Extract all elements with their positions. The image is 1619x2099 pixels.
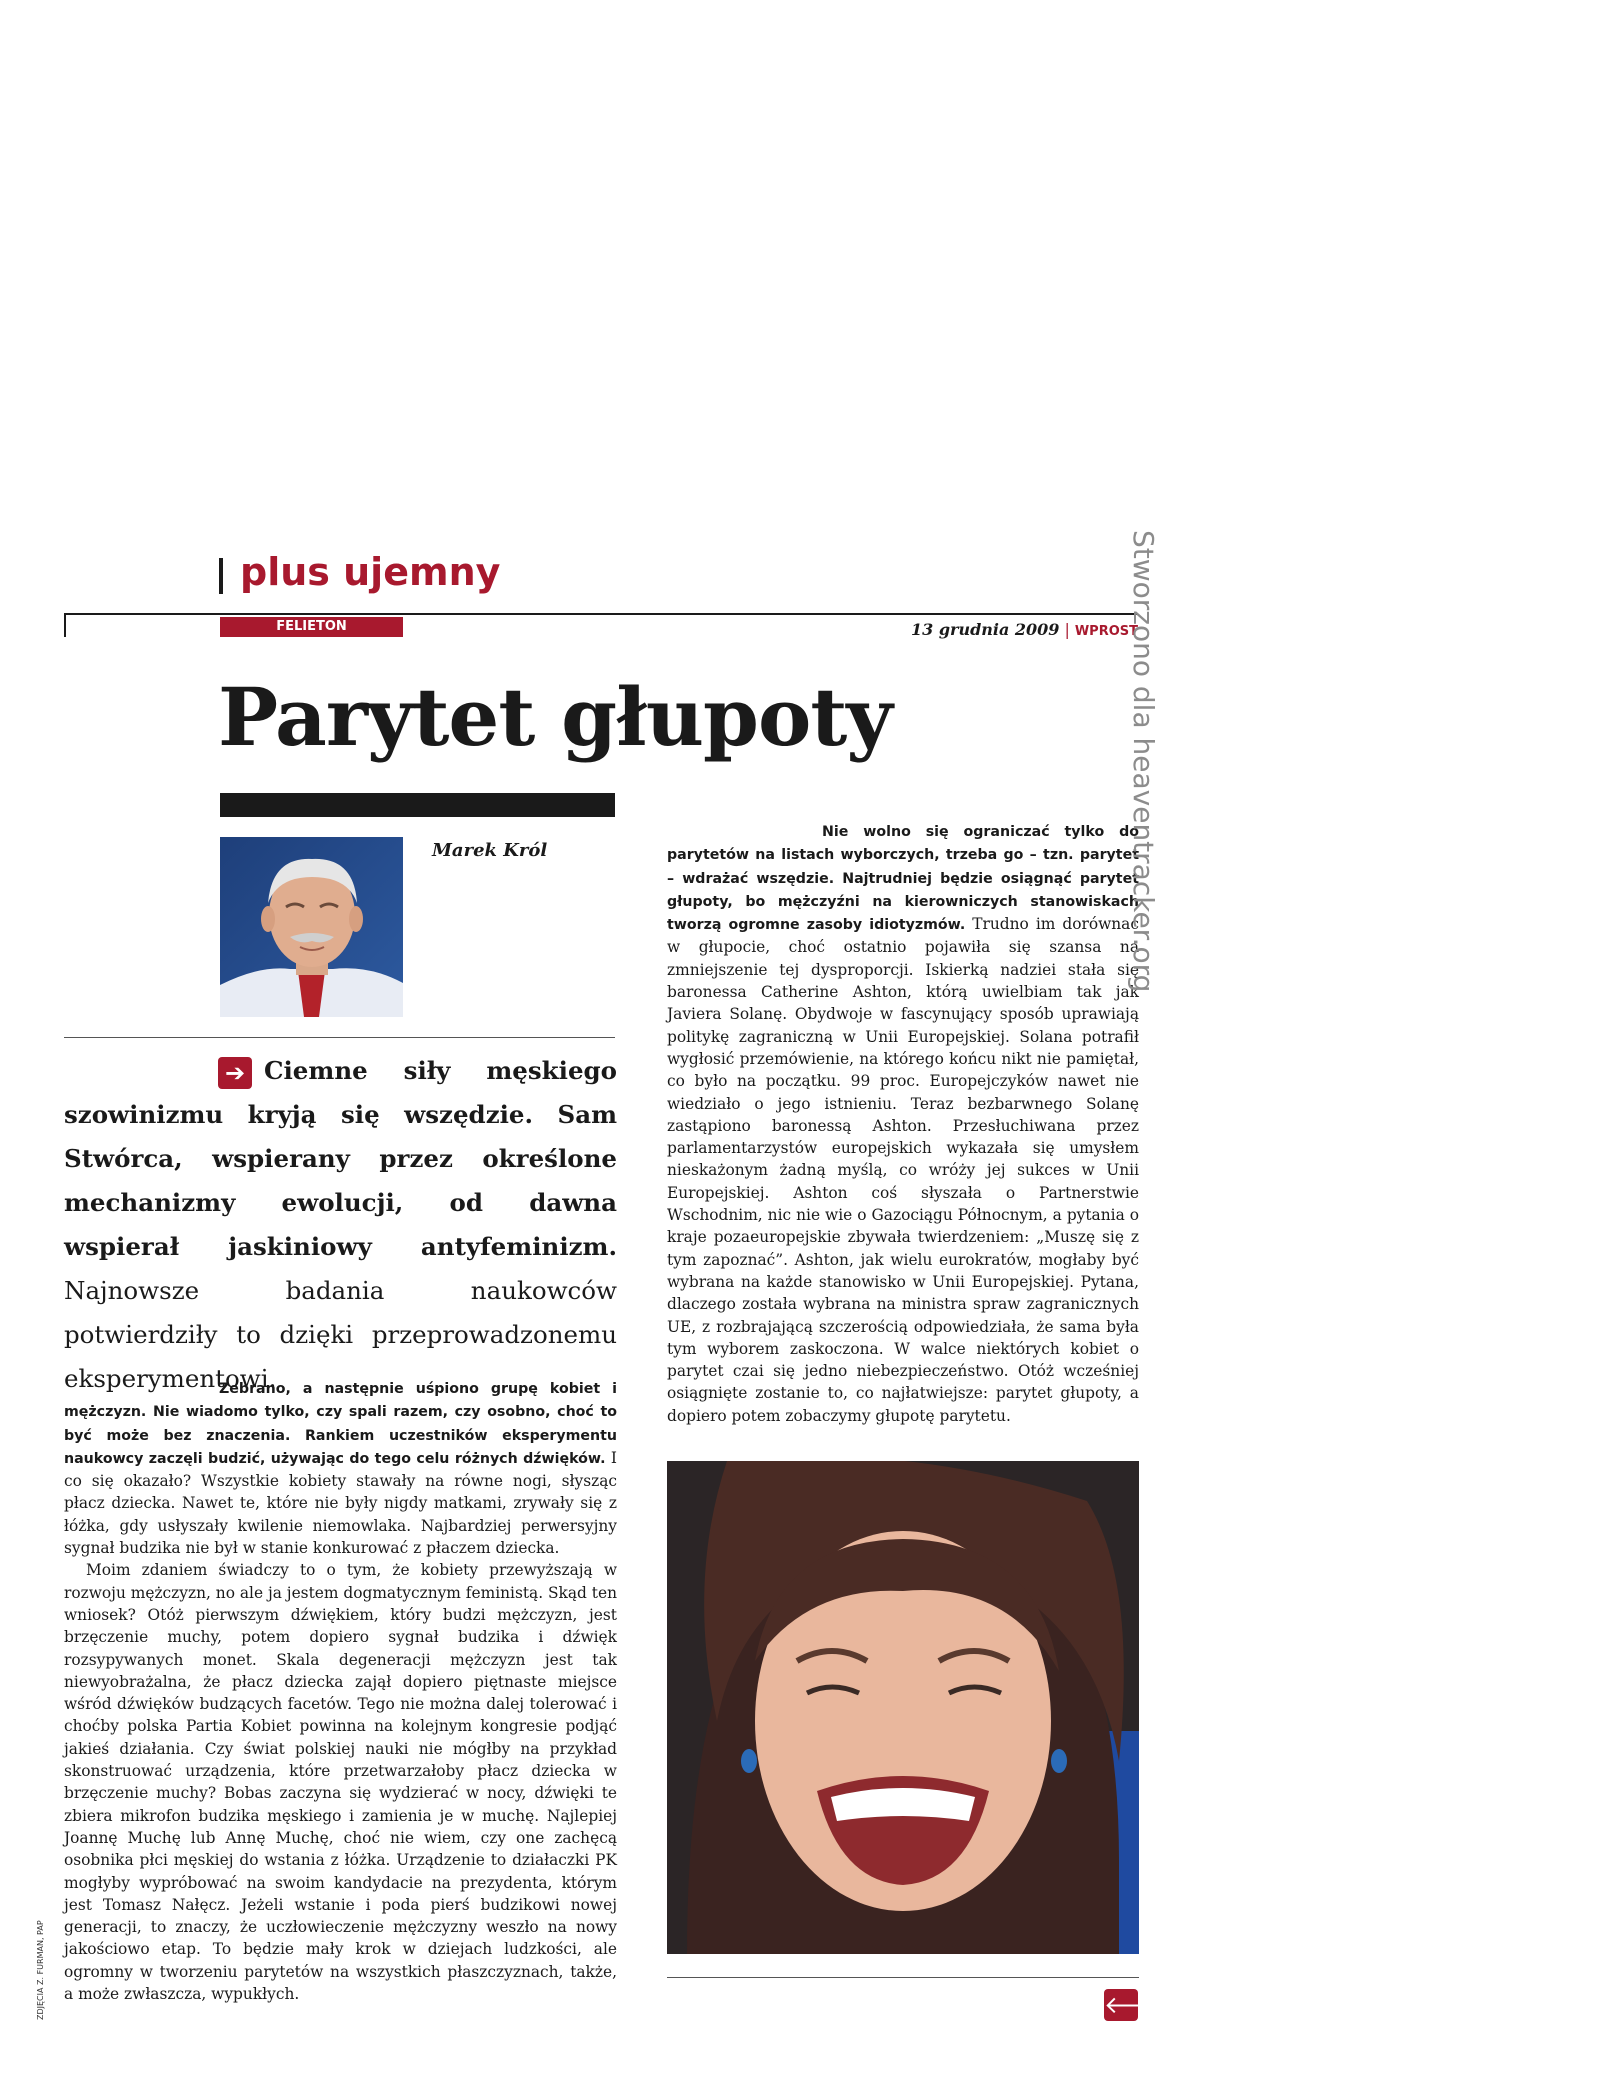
article-lead [64,1049,617,1401]
lead-regular-text: Najnowsze badania naukowców potwierdziły to dzięki przeprowadzonemu eksperymentowi. [64,1276,617,1393]
title-underline-bar [220,793,615,817]
dateline-separator: | [1064,620,1070,639]
body-column-right [667,820,1139,1427]
author-portrait [220,837,403,1017]
end-arrow-icon: 🡐 [1104,1991,1169,2019]
lead-bold-text: Ciemne siły męskiego szowinizmu kryją się wszędzie. Sam Stwórca, wspierany przez określone mechanizmy ewolucji, od dawna wspierał jaskiniowy antyfeminizm. [64,1056,617,1261]
photo-credit: ZDJĘCIA Z. FURMAN, PAP [36,1920,45,2020]
start-arrow-icon: ➔ [218,1057,252,1089]
issue-date: 13 grudnia 2009 [910,620,1060,639]
column1-paragraph2: Moim zdaniem świadczy to o tym, że kobiety przewyższają w rozwoju mężczyzn, no ale ja jestem dogmatycznym feministą. Skąd ten wniosek? Otóż pierwszym dźwiękiem, który budzi mężczyzn, jest brzęczenie muchy, potem dopiero sygnał budzika i dźwięk rozsypywanych monet. Skala degeneracji mężczyzn jest tak niewyobrażalna, że płacz dziecka zajął dopiero piętnaste miejsce wśród dźwięków budzących facetów. Tego nie można dalej tolerować i choćby polska Partia Kobiet powinna na kolejnym kongresie podjąć jakieś działania. Czy świat polskiej nauki nie mógłby na przykład skonstruować urządzenia, które przetwarzałoby płacz dziecka w brzęczenie muchy? Bobas zaczyna się wydzierać w nocy, dźwięki te zbiera mikrofon budzika męskiego i zamienia je w muchę. Najlepiej Joannę Muchę lub Annę Muchę, choć nie wiem, czy one zachęcą osobnika płci męskiej do wstania z łóżka. Urządzenie to działaczki PK mogłyby wypróbować na swoim kandydacie na prezydenta, którym jest Tomasz Nałęcz. Jeżeli wstanie i poda pierś budzikowi nowej generacji, to znaczy, że uczłowieczenie mężczyzny weszło na nowy jakościowo etap. To będzie mały krok w dziejach ludzkości, ale ogromny w tworzeniu parytetów na wszystkich płaszczyznach, także, a może zwłaszcza, wypukłych. [64,1561,617,2004]
end-rule [667,1977,1139,1978]
category-label: FELIETON [220,617,403,637]
lead-rule [64,1037,615,1038]
column1-intro: Zebrano, a następnie uśpiono grupę kobiet i mężczyzn. Nie wiadomo tylko, czy spali razem, czy osobno, choć to być może bez znaczenia. Rankiem uczestników eksperymentu naukowcy zaczęli budzić, używając do tego celu różnych dźwięków. [64,1381,617,1467]
body-column-left [64,1377,617,2005]
column2-intro: Nie wolno się ograniczać tylko do parytetów na listach wyborczych, trzeba go – tzn. parytet – wdrażać wszędzie. Najtrudniej będzie osiągnąć parytet głupoty, bo mężczyźni na kierowniczych stanowiskach tworzą ogromne zasoby idiotyzmów. [667,824,1139,934]
magazine-name: WPROST [1074,624,1138,639]
watermark: Stworzono dla heaventracker.org [1127,530,1160,993]
header-rule [64,613,1138,615]
column2-paragraph1: Trudno im dorównać w głupocie, choć ostatnio pojawiła się szansa na zmniejszenie tej dysproporcji. Iskierką nadziei stała się baronessa Catherine Ashton, którą uwielbiam tak jak Javiera Solanę. Obydwoje w fascynujący sposób uprawiają politykę zagraniczną w Unii Europejskiej. Solana potrafił wygłosić przemówienie, na którego końcu nikt nie pamiętał, co było na początku. 99 proc. Europejczyków nawet nie wiedziało o jego istnieniu. Teraz bezbarwnego Solanę zastąpiono baronessą Ashton. Przesłuchiwana przez parlamentarzystów europejskich wykazała się umysłem nieskażonym żadną myślą, co wróży jej sukces w Unii Europejskiej. Ashton coś słyszała o Partnerstwie Wschodnim, nic nie wie o Gazociągu Północnym, a pytania o kraje pozaeuropejskie zbywała twierdzeniem: „Muszę się z tym zapoznać”. Ashton, jak wielu eurokratów, mogłaby być wybrana na każde stanowisko w Unii Europejskiej. Pytana, dlaczego została wybrana na ministra spraw zagranicznych UE, z rozbrajającą szczerością odpowiedziała, że sama była tym wyborem zaskoczona. W walce niektórych kobiet o parytet czai się jedno niebezpieczeństwo. Otóż wcześniej osiągnięte zostanie to, co najłatwiejsze: parytet głupoty, a dopiero potem zobaczymy głupotę parytetu. [667,915,1139,1425]
section-title: plus ujemny [240,550,501,594]
section-bar [219,558,223,594]
header-rule-tick [64,613,66,637]
article-title: Parytet głupoty [218,670,892,764]
ashton-photo [667,1461,1139,1954]
dateline [860,620,1138,639]
column1-paragraph1: I co się okazało? Wszystkie kobiety stawały na równe nogi, słysząc płacz dziecka. Nawet te, które nie były nigdy matkami, zrywały się z łóżka, gdy usłyszały kwilenie niemowlaka. Najbardziej perwersyjny sygnał budzika nie był w stanie konkurować z płaczem dziecka. [64,1448,617,1558]
author-name: Marek Król [432,840,548,861]
